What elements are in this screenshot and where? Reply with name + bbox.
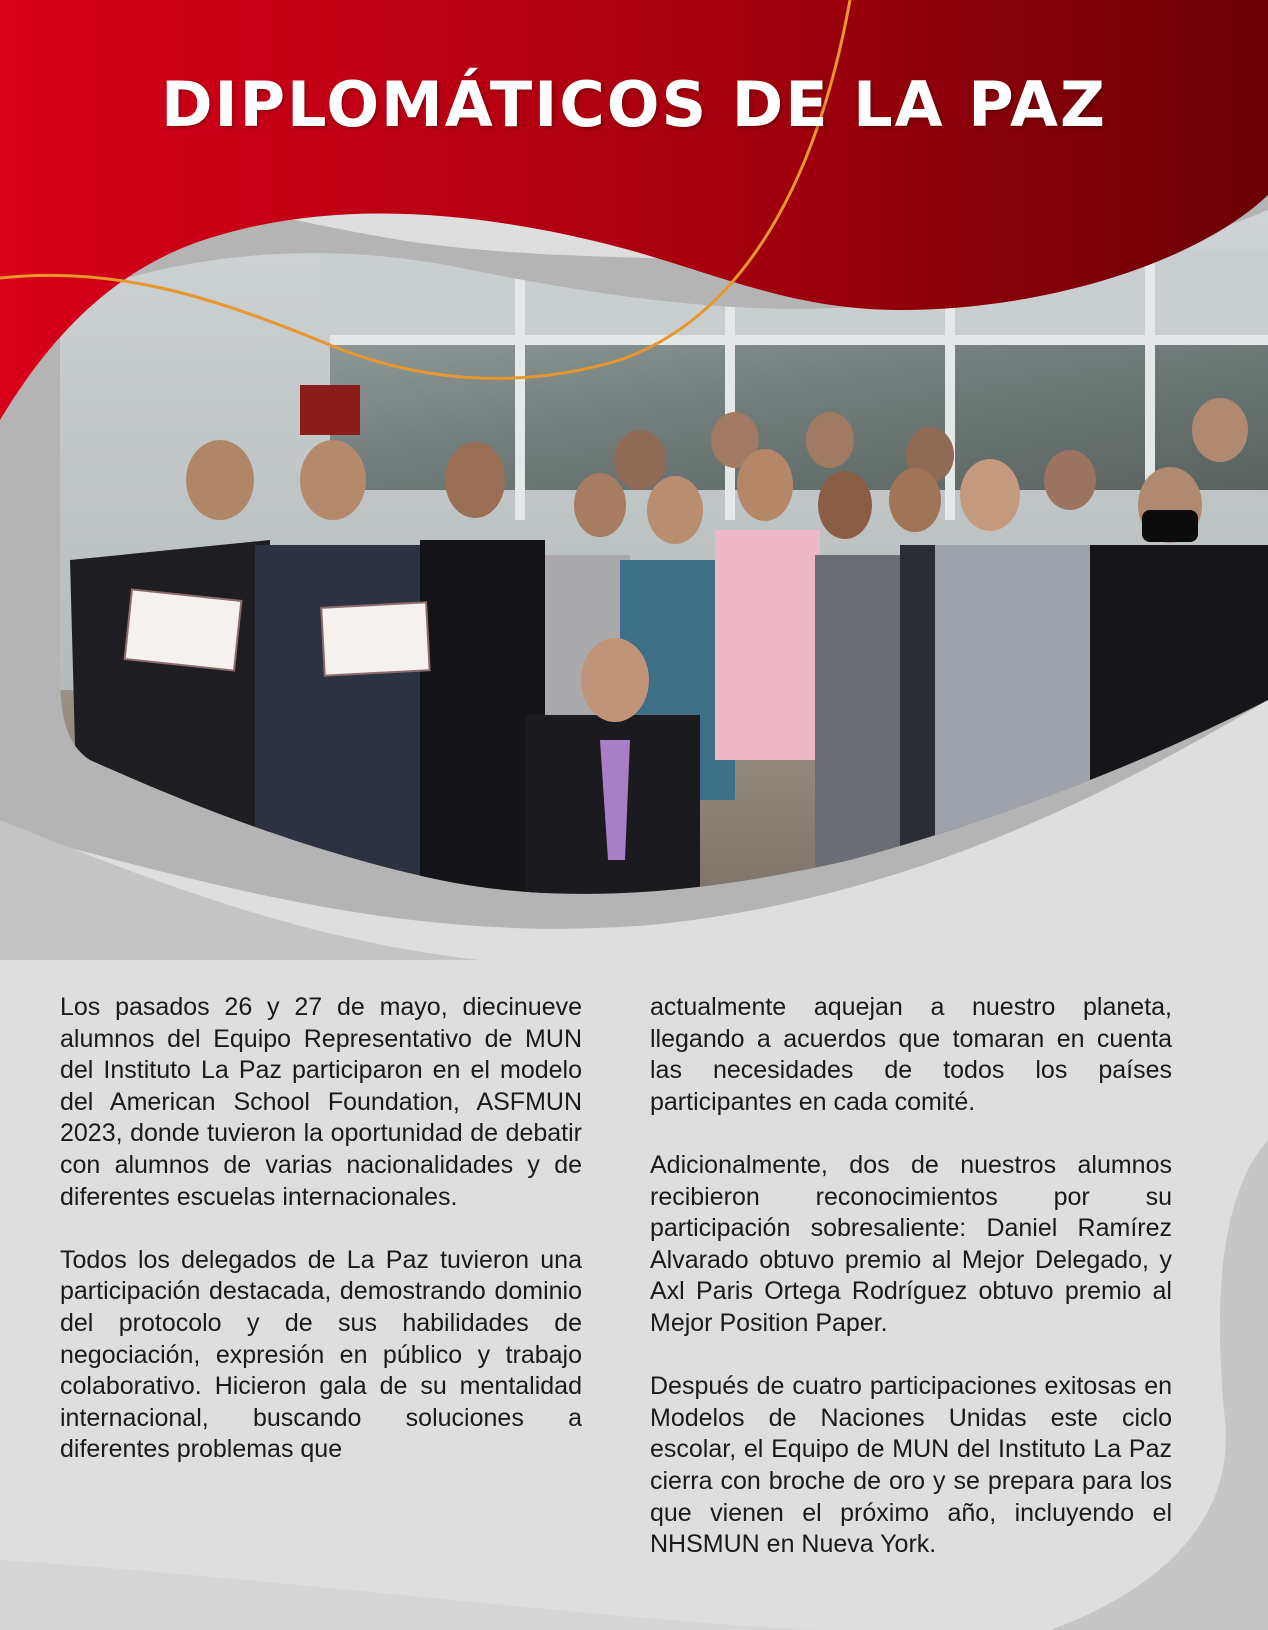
paragraph-continuation: actualmente aquejan a nuestro planeta, llegando a acuerdos que tomaran en cuenta las necesidades de todos los países participantes en cada comité. (650, 993, 1172, 1116)
paragraph-participation: Todos los delegados de La Paz tuvieron una participación destacada, demostrando dominio del protocolo y de sus habilidades de negociación, expresión en público y trabajo colaborativo. Hicieron gala de su mentalidad internacional, buscando soluciones a diferentes problemas que (60, 1245, 582, 1464)
article-left-column (60, 992, 582, 1498)
page-title: DIPLOMÁTICOS DE LA PAZ (161, 68, 1107, 141)
paragraph-closing: Después de cuatro participaciones exitosas en Modelos de Naciones Unidas este ciclo escolar, el Equipo de MUN del Instituto La Paz cierra con broche de oro y se prepara para los que vienen el próximo año, incluyendo el NHSMUN en Nueva York. (650, 1372, 1172, 1559)
paragraph-intro: Los pasados 26 y 27 de mayo, diecinueve alumnos del Equipo Representativo de MUN del Instituto La Paz participaron en el modelo del American School Foundation, ASFMUN 2023, donde tuvieron la oportunidad de debatir con alumnos de varias nacionalidades y de diferentes escuelas internacionales. (60, 993, 582, 1211)
article-right-column (650, 992, 1172, 1592)
paragraph-awards: Adicionalmente, dos de nuestros alumnos recibieron reconocimientos por su participación sobresaliente: Daniel Ramírez Alvarado obtuvo premio al Mejor Delegado, y Axl Paris Ortega Rodríguez obtuvo premio al Mejor Position Paper. (650, 1150, 1172, 1337)
